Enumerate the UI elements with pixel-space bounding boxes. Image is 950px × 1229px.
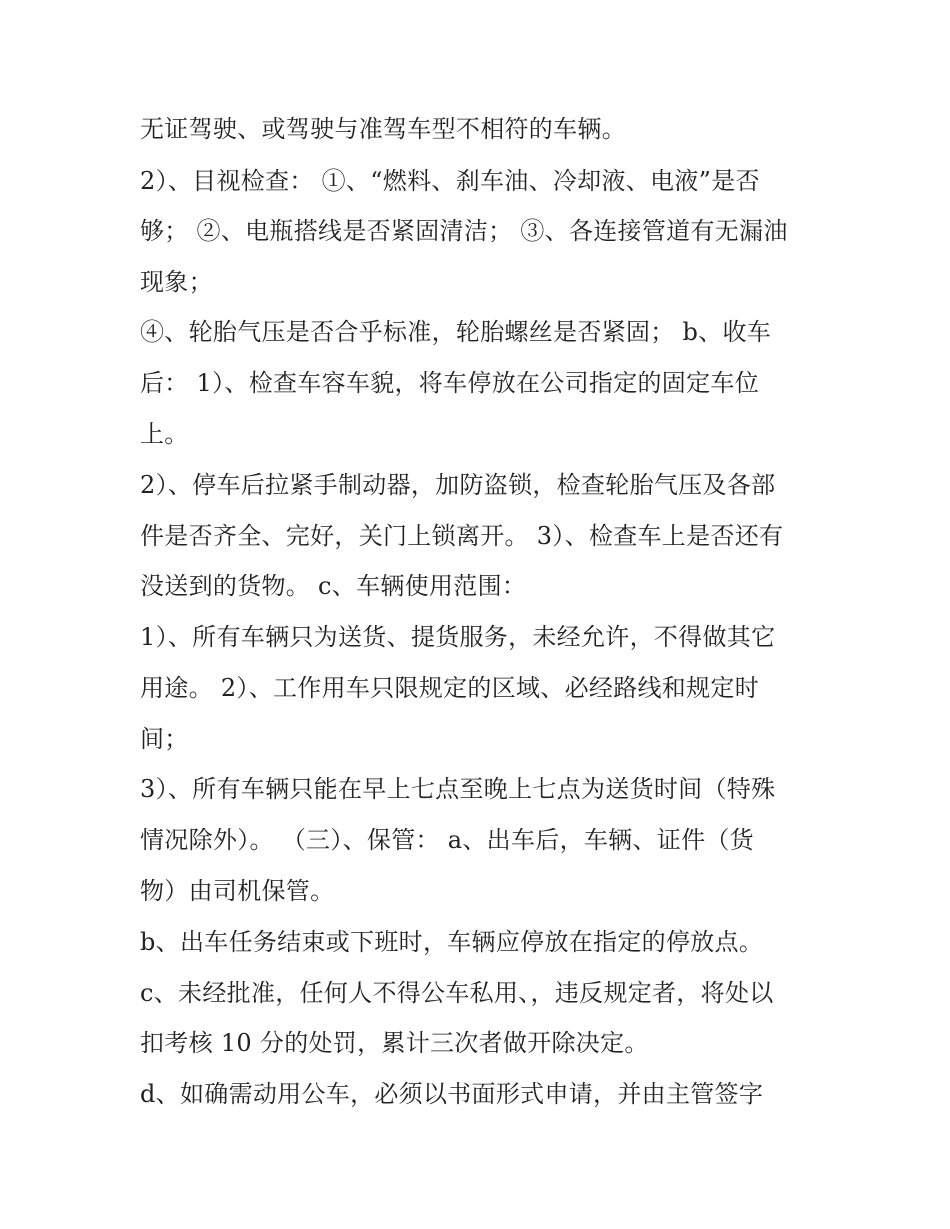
- text-line: c、未经批准，任何人不得公车私用、，违反规定者，将处以: [140, 979, 774, 1007]
- text-line: d、如确需动用公车，必须以书面形式申请，并由主管签字: [140, 1080, 764, 1108]
- text-line: 够； ②、电瓶搭线是否紧固清洁； ③、各连接管道有无漏油: [140, 217, 788, 245]
- text-line: 用途。 2）、工作用车只限规定的区域、必经路线和规定时: [140, 674, 759, 702]
- text-line: 间；: [140, 725, 189, 753]
- text-line: 2）、停车后拉紧手制动器，加防盗锁，检查轮胎气压及各部: [140, 471, 776, 499]
- text-line: 扣考核 10 分的处罚，累计三次者做开除决定。: [140, 1029, 649, 1057]
- text-line: 情况除外）。 （三）、保管： a、出车后，车辆、证件（货: [140, 826, 754, 854]
- text-line: ④、轮胎气压是否合乎标准，轮胎螺丝是否紧固； b、收车: [140, 318, 772, 346]
- text-line: 物）由司机保管。: [140, 877, 335, 905]
- text-line: 1）、所有车辆只为送货、提货服务，未经允许，不得做其它: [140, 623, 776, 651]
- text-line: 件是否齐全、完好，关门上锁离开。 3）、检查车上是否还有: [140, 522, 784, 550]
- text-line: 没送到的货物。 c、车辆使用范围：: [140, 572, 527, 600]
- text-line: 上。: [140, 420, 189, 448]
- text-line: 2）、目视检查： ①、“燃料、刹车油、冷却液、电液”是否: [140, 167, 760, 195]
- text-line: 无证驾驶、或驾驶与准驾车型不相符的车辆。: [140, 115, 626, 143]
- text-line: b、出车任务结束或下班时，车辆应停放在指定的停放点。: [140, 928, 764, 956]
- text-line: 后： 1）、检查车容车貌，将车停放在公司指定的固定车位: [140, 369, 759, 397]
- text-line: 现象；: [140, 268, 213, 296]
- text-line: 3）、所有车辆只能在早上七点至晚上七点为送货时间（特殊: [140, 775, 776, 803]
